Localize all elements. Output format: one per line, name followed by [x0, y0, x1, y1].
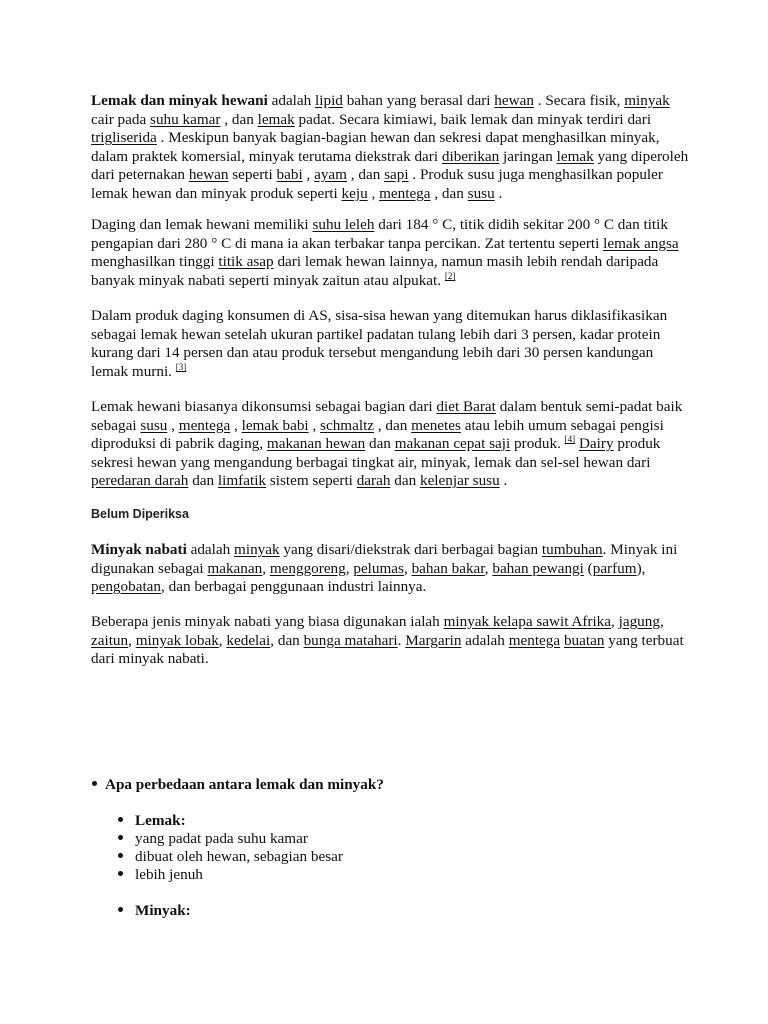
- link-mentega[interactable]: mentega: [379, 184, 431, 202]
- link-mentega-3[interactable]: mentega: [508, 631, 561, 649]
- paragraph-us-classification: [91, 307, 691, 381]
- link-babi[interactable]: babi: [276, 166, 303, 184]
- text: atau lebih umum sebagai pengisi diproduksi di pabrik daging,: [91, 416, 664, 453]
- lemak-title: Lemak:: [135, 812, 186, 829]
- text: , dan: [270, 631, 304, 649]
- link-makanan-cepat-saji[interactable]: makanan cepat saji: [394, 435, 511, 453]
- list-item-text: yang padat pada suhu kamar: [135, 830, 308, 847]
- paragraph-vegetable-oil: [91, 541, 691, 597]
- paragraph-consumption: [91, 398, 691, 491]
- bullet-icon: [118, 817, 123, 822]
- link-bahan-bakar[interactable]: bahan bakar: [411, 559, 485, 577]
- link-pengobatan[interactable]: pengobatan: [91, 578, 162, 596]
- link-lemak[interactable]: lemak: [257, 110, 295, 128]
- list-item: [118, 848, 343, 867]
- bullet-icon: [118, 907, 123, 912]
- text: Beberapa jenis minyak nabati yang biasa digunakan ialah: [91, 613, 444, 630]
- text: ,: [403, 559, 412, 577]
- link-keju[interactable]: keju: [341, 184, 368, 202]
- text: dari 184 ° C, titik didih sekitar 200 ° C dan titik pengapian dari 280 ° C di mana ia akan terbakar tanpa percikan. Zat tertentu seperti: [91, 216, 668, 252]
- link-susu[interactable]: susu: [467, 184, 495, 202]
- text: ,: [128, 631, 136, 649]
- text: .: [499, 472, 508, 490]
- link-makanan-hewan[interactable]: makanan hewan: [266, 435, 366, 453]
- paragraph-animal-fats-intro: [91, 92, 691, 204]
- text: . Meskipun banyak bagian-bagian hewan dan sekresi dapat menghasilkan minyak, dalam praktek komersial, minyak terutama diekstrak dari: [91, 129, 660, 165]
- link-suhu-leleh[interactable]: suhu leleh: [312, 216, 375, 233]
- text: . Secara fisik,: [533, 92, 625, 109]
- link-suhu-kamar[interactable]: suhu kamar: [150, 110, 221, 128]
- text: ,: [308, 416, 321, 434]
- term-lemak-minyak-hewani: Lemak dan minyak hewani: [91, 92, 268, 109]
- text: dan: [365, 435, 395, 453]
- link-minyak[interactable]: minyak: [624, 92, 670, 109]
- list-item-minyak-title: [118, 902, 191, 921]
- text: adalah: [267, 92, 316, 109]
- link-diberikan[interactable]: diberikan: [441, 147, 500, 165]
- list-item: [118, 830, 308, 849]
- link-limfatik[interactable]: limfatik: [217, 472, 267, 490]
- link-bunga-matahari[interactable]: bunga matahari: [303, 631, 398, 649]
- text: ,: [302, 166, 315, 184]
- list-item-text: dibuat oleh hewan, sebagian besar: [135, 848, 343, 865]
- text: ,: [262, 559, 270, 577]
- link-kedelai[interactable]: kedelai: [226, 631, 271, 649]
- bullet-icon: [118, 835, 123, 840]
- term-minyak-nabati: Minyak nabati: [91, 541, 187, 558]
- reference-3[interactable]: [3]: [175, 361, 187, 372]
- bullet-icon: [118, 871, 123, 876]
- link-lemak-angsa[interactable]: lemak angsa: [603, 234, 679, 252]
- link-trigliserida[interactable]: trigliserida: [91, 129, 157, 147]
- link-dairy[interactable]: Dairy: [578, 435, 614, 453]
- section-heading-unchecked: Belum Diperiksa: [91, 507, 189, 521]
- text: ,: [659, 613, 664, 630]
- text: ,: [484, 559, 493, 577]
- link-jagung[interactable]: jagung: [618, 613, 660, 630]
- text: .: [494, 184, 503, 202]
- text: dan: [390, 472, 420, 490]
- text: , dan berbagai penggunaan industri lainnya.: [161, 578, 427, 596]
- text: dan: [188, 472, 218, 490]
- text: yang disari/diekstrak dari berbagai bagian: [279, 541, 542, 558]
- text: , dan: [346, 166, 385, 184]
- text: Lemak hewani biasanya dikonsumsi sebagai bagian dari: [91, 398, 437, 415]
- text: cair pada: [91, 110, 151, 128]
- text: Dalam produk daging konsumen di AS, sisa-sisa hewan yang ditemukan harus diklasifikasikan sebagai lemak hewan setelah ukuran partikel padatan tulang lebih dari 3 persen, kadar protein kurang dari 14 persen dan atau produk tersebut mengandung lebih dari 30 persen kandungan lemak murni.: [91, 307, 668, 380]
- link-schmaltz[interactable]: schmaltz: [320, 416, 375, 434]
- text: yang terbuat dari minyak nabati.: [91, 631, 684, 668]
- reference-2[interactable]: [2]: [444, 270, 456, 281]
- link-tumbuhan[interactable]: tumbuhan: [541, 541, 603, 558]
- text: dalam bentuk semi-padat baik sebagai: [91, 398, 683, 434]
- link-mentega-2[interactable]: mentega: [178, 416, 231, 434]
- link-lipid[interactable]: lipid: [315, 92, 343, 109]
- text: dari lemak hewan lainnya, namun masih lebih rendah daripada banyak minyak nabati seperti minyak zaitun atau alpukat.: [91, 253, 659, 289]
- link-minyak-2[interactable]: minyak: [234, 541, 280, 558]
- text: . Produk susu juga menghasilkan populer lemak hewan dan minyak produk seperti: [91, 166, 663, 202]
- text: jaringan: [499, 147, 557, 165]
- text: ,: [367, 184, 380, 202]
- minyak-title: Minyak:: [135, 902, 191, 919]
- text: , dan: [374, 416, 412, 434]
- text: ,: [230, 416, 242, 434]
- text: adalah: [461, 631, 509, 649]
- text: , dan: [220, 110, 258, 128]
- link-margarin[interactable]: Margarin: [405, 631, 462, 649]
- link-susu-2[interactable]: susu: [140, 416, 168, 434]
- text: produk sekresi hewan yang mengandung berbagai tingkat air, minyak, lemak dan sel-sel hewan dari: [91, 435, 661, 471]
- link-kelenjar-susu[interactable]: kelenjar susu: [419, 472, 500, 490]
- paragraph-melting-points: [91, 216, 691, 290]
- question-item: [92, 776, 384, 795]
- text: menghasilkan tinggi: [91, 253, 219, 271]
- text: ,: [167, 416, 179, 434]
- question-text: Apa perbedaan antara lemak dan minyak?: [105, 776, 384, 793]
- list-item: [118, 866, 203, 885]
- text: ,: [218, 631, 227, 649]
- link-minyak-kelapa-sawit[interactable]: minyak kelapa sawit Afrika: [443, 613, 612, 630]
- text: yang diperoleh dari peternakan: [91, 147, 689, 184]
- text: Daging dan lemak hewani memiliki: [91, 216, 313, 233]
- link-diet-barat[interactable]: diet Barat: [436, 398, 496, 415]
- link-menggoreng[interactable]: menggoreng: [269, 559, 346, 577]
- bullet-icon: [92, 781, 97, 786]
- paragraph-oil-types: [91, 613, 691, 669]
- link-zaitun[interactable]: zaitun: [91, 631, 129, 649]
- list-item-text: lebih jenuh: [135, 866, 203, 883]
- link-buatan[interactable]: buatan: [563, 631, 605, 649]
- text: ,: [345, 559, 354, 577]
- text: bahan yang berasal dari: [342, 92, 495, 109]
- list-item-lemak-title: [118, 812, 186, 831]
- text: seperti: [228, 166, 277, 184]
- text: sistem seperti: [266, 472, 357, 490]
- link-bahan-pewangi[interactable]: bahan pewangi: [492, 559, 584, 577]
- link-makanan[interactable]: makanan: [207, 559, 263, 577]
- text: (: [583, 559, 593, 577]
- link-hewan-2[interactable]: hewan: [188, 166, 229, 184]
- text: padat. Secara kimiawi, baik lemak dan minyak terdiri dari: [294, 110, 652, 128]
- text: .: [397, 631, 406, 649]
- text: produk.: [510, 435, 565, 453]
- link-menetes[interactable]: menetes: [411, 416, 461, 434]
- link-lemak-babi[interactable]: lemak babi: [241, 416, 309, 434]
- bullet-icon: [118, 853, 123, 858]
- link-pelumas[interactable]: pelumas: [353, 559, 404, 577]
- text: ),: [636, 559, 646, 577]
- link-minyak-lobak[interactable]: minyak lobak: [135, 631, 219, 649]
- text: . Minyak ini digunakan sebagai: [91, 541, 678, 577]
- link-titik-asap[interactable]: titik asap: [218, 253, 274, 271]
- text: adalah: [186, 541, 235, 558]
- link-sapi[interactable]: sapi: [384, 166, 409, 184]
- link-ayam[interactable]: ayam: [314, 166, 347, 184]
- reference-4[interactable]: [4]: [564, 434, 576, 445]
- link-hewan[interactable]: hewan: [494, 92, 534, 109]
- link-darah[interactable]: darah: [356, 472, 391, 490]
- link-peredaran-darah[interactable]: peredaran darah: [91, 472, 189, 490]
- text: ,: [611, 613, 619, 630]
- link-parfum[interactable]: parfum: [592, 559, 637, 577]
- text: , dan: [430, 184, 468, 202]
- link-lemak-2[interactable]: lemak: [556, 147, 594, 165]
